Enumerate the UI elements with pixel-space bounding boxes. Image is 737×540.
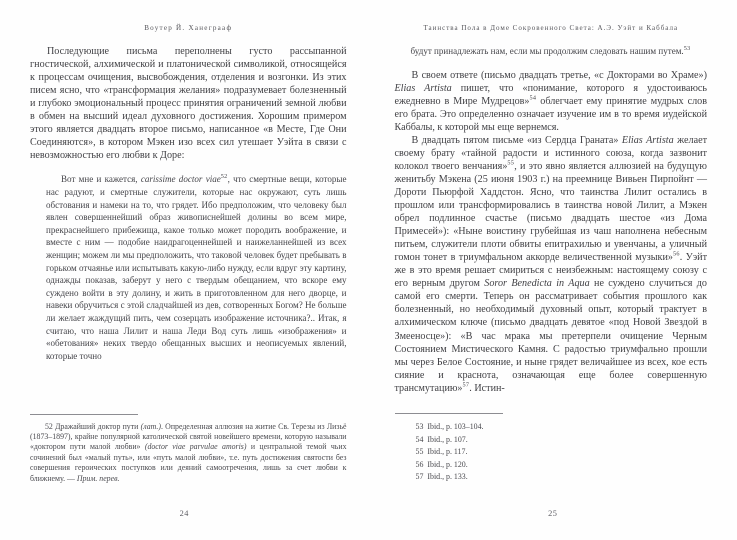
text-run: желает своему брату «тайной радости и истинного союза, когда зазвонит колокол твоего венчания» — [394, 134, 707, 172]
footnote-number: 54 — [415, 434, 424, 444]
footnote-number: 57 — [415, 472, 424, 482]
left-text-column — [30, 45, 347, 362]
footnote-list — [395, 421, 708, 484]
right-text-column — [395, 45, 708, 395]
footnote-entry — [416, 446, 708, 459]
quote-continuation-text: будут принадлежать нам, если мы продолжим следовать нашим путем. — [410, 46, 684, 56]
quote-latin-phrase: carissime doctor viae — [140, 174, 221, 185]
footnote-marker: 54 — [529, 94, 537, 102]
footnote-entry — [416, 471, 708, 484]
text-run: . Уэйт же в это время решает смириться с неизбежным: настоящему союзу с его верным другом — [394, 252, 708, 290]
text-run: . Определенная аллюзия на житие Св. Терезы из Лизьё (1873–1897), крайне популярной католической святой новейшего времени, которую называли «доктором пути малой любви» — [30, 421, 347, 452]
left-folio: 24 — [179, 509, 189, 518]
footnote-number: 53 — [415, 422, 424, 432]
footnote-marker: 56 — [672, 250, 680, 258]
text-run: пишет, что «понимание, которого я удостоиваюсь ежедневно в Мире Мудрецов» — [394, 82, 708, 107]
footnote-number: 56 — [415, 459, 424, 469]
footnote-rule — [395, 413, 503, 414]
italic-run: Elias Artista — [621, 134, 674, 146]
italic-run: Elias Artista — [394, 82, 452, 94]
footnote-entry — [416, 434, 708, 447]
right-footnotes — [395, 413, 708, 484]
blockquote-paragraph — [46, 173, 347, 362]
right-folio: 25 — [548, 509, 558, 518]
italic-run: Soror Benedicta in Aqua — [484, 278, 590, 290]
footnote-marker: 52 — [220, 173, 228, 181]
paragraph — [395, 134, 708, 395]
blockquote — [46, 173, 347, 362]
right-page — [369, 0, 737, 540]
footnote-marker: 55 — [507, 159, 515, 167]
italic-run: (лат.) — [140, 421, 161, 431]
blockquote-continuation-paragraph — [411, 45, 708, 58]
footnote-marker: 57 — [462, 381, 470, 389]
footnote-number: 55 — [415, 447, 424, 457]
quote-lead: Вот мне и кажется, — [61, 174, 141, 185]
text-run: облегчает ему принятие мудрых слов его брата. Это определенно означает изучение им в то время иудейской Каббалы, к которой мы еще вернемся. — [394, 95, 707, 133]
text-run: В своем ответе (письмо двадцать третье, «с Докторами во Храме») — [411, 69, 707, 81]
italic-run: (doctor viae parvulae amoris) — [144, 442, 247, 452]
italic-run: Прим. перев. — [76, 473, 120, 483]
blockquote-continuation — [411, 45, 708, 58]
text-run: , и это явно является аллюзией на будущую женитьбу Мэкена (25 июня 1903 г.) на преемнице Вивьен Пирпойнт — Дороти Пьюрфой Хаддстон. Ясно, что таинства Лилит остались в прошлом или трансформировались в таинства новой Лилит, а Мэкен обрел подлинное счастье (письмо двадцать шестое «из Дома Примесей»): «Ныне воистину грубейшая из чаш наполнена небесным питьем, служители плоти обвиты епитрахилью и увенчаны, а уличный гомон тонет в триумфальном аккорде величественной музыки» — [394, 160, 707, 264]
footnote-text: Ibid., p. 133. — [427, 472, 468, 482]
footnote-entry — [416, 421, 708, 434]
right-running-head: Таинства Пола в Доме Сокровенного Света: А.Э. Уэйт и Каббала — [423, 24, 679, 32]
footnote-52 — [30, 422, 347, 484]
quote-rest: , что смертные вещи, которые нас радуют, и смертные служители, которые нас окружают, суть лишь обстования и намеки на то, что грядет. Ибо предположим, что человеку был явлен совершеннейший образ живописнейшей долины во всем мире, прекраснейшего прибежища, какое только может породить воображение, и вместе с ним — подобие наидрагоценнейшей и наижеланнейшей из всех женщин; можем ли мы предположить, что таковой человек будет пребывать в горьком отчаянье или испытывать какую-либо нужду, если вдруг эту картину, однажды показав, заберут у него с твердым обещанием, что вскоре ему суждено войти в эту долину, и жить в приготовленном для него дворце, и навеки обручиться с этой сладчайшей из дев, сотворенных Богом? Не больше ли желает жаждущий пить, чем созерцать изображение источника?.. Итак, я считаю, что наша Лилит и наша Леди Вод суть лишь «изображения» и «обетования» неких твердо обещанных высших и неописуемых явлений, которые точно — [46, 174, 347, 361]
footnote-text: Ibid., p. 120. — [427, 459, 468, 469]
footnote-text: Ibid., p. 103–104. — [427, 422, 484, 432]
text-run: . Истин- — [469, 382, 505, 394]
footnote-rule — [30, 414, 138, 415]
text-run: и центральной темой чьих сочинений был «малый путь», или «путь малой любви», т.е. путь достижения святости без совершения героических поступков или деяний самоотречения, лишь за счет любви к ближнему. — — [30, 442, 347, 483]
left-running-head: Воутер Й. Ханеграаф — [144, 24, 233, 32]
text-run: В двадцать пятом письме «из Сердца Граната» — [411, 134, 622, 146]
text-run: 52 Дражайший доктор пути — [45, 421, 141, 431]
footnote-text: Ibid., p. 117. — [427, 447, 468, 457]
footnote-text: Ibid., p. 107. — [427, 434, 468, 444]
left-footnotes — [30, 414, 347, 484]
paragraph: Последующие письма переполнены густо рассыпанной гностической, алхимической и платонической символикой, относящейся к процессам очищения, высвобождения, отделения и возгонки. Из этих писем ясно, что «трансформация желания» подразумевает болезненный и глубоко эмоциональный процесс принятия ограничений земной любви в обмен на высший идеал духовного достижения. Хорошим примером этого является двадцать второе письмо, написанное «в Месте, Где Они Соединяются», в котором Мэкен изо всех сил утешает Уэйта в связи с невозможностью его любви к Доре: — [30, 46, 347, 162]
paragraph — [395, 69, 708, 134]
text-run: не суждено случиться до самой его смерти. Теперь он рассматривает события прошлого как болезненный, но необходимый духовный опыт, который трактует в алхимическом ключе (письмо двадцать девятое «под Новой Звездой в Змееносце»): «В час мрака мы претерпели очищение Черным Состоянием Мистического Камня. С радостью триумфально прошли мы через Белое Состояние, и ныне грядет величайшее из всех, кое есть сияние и краснота, означающая еще более совершенную трансмутацию» — [394, 278, 707, 394]
footnote-marker: 53 — [683, 44, 691, 52]
footnote-entry — [416, 459, 708, 472]
